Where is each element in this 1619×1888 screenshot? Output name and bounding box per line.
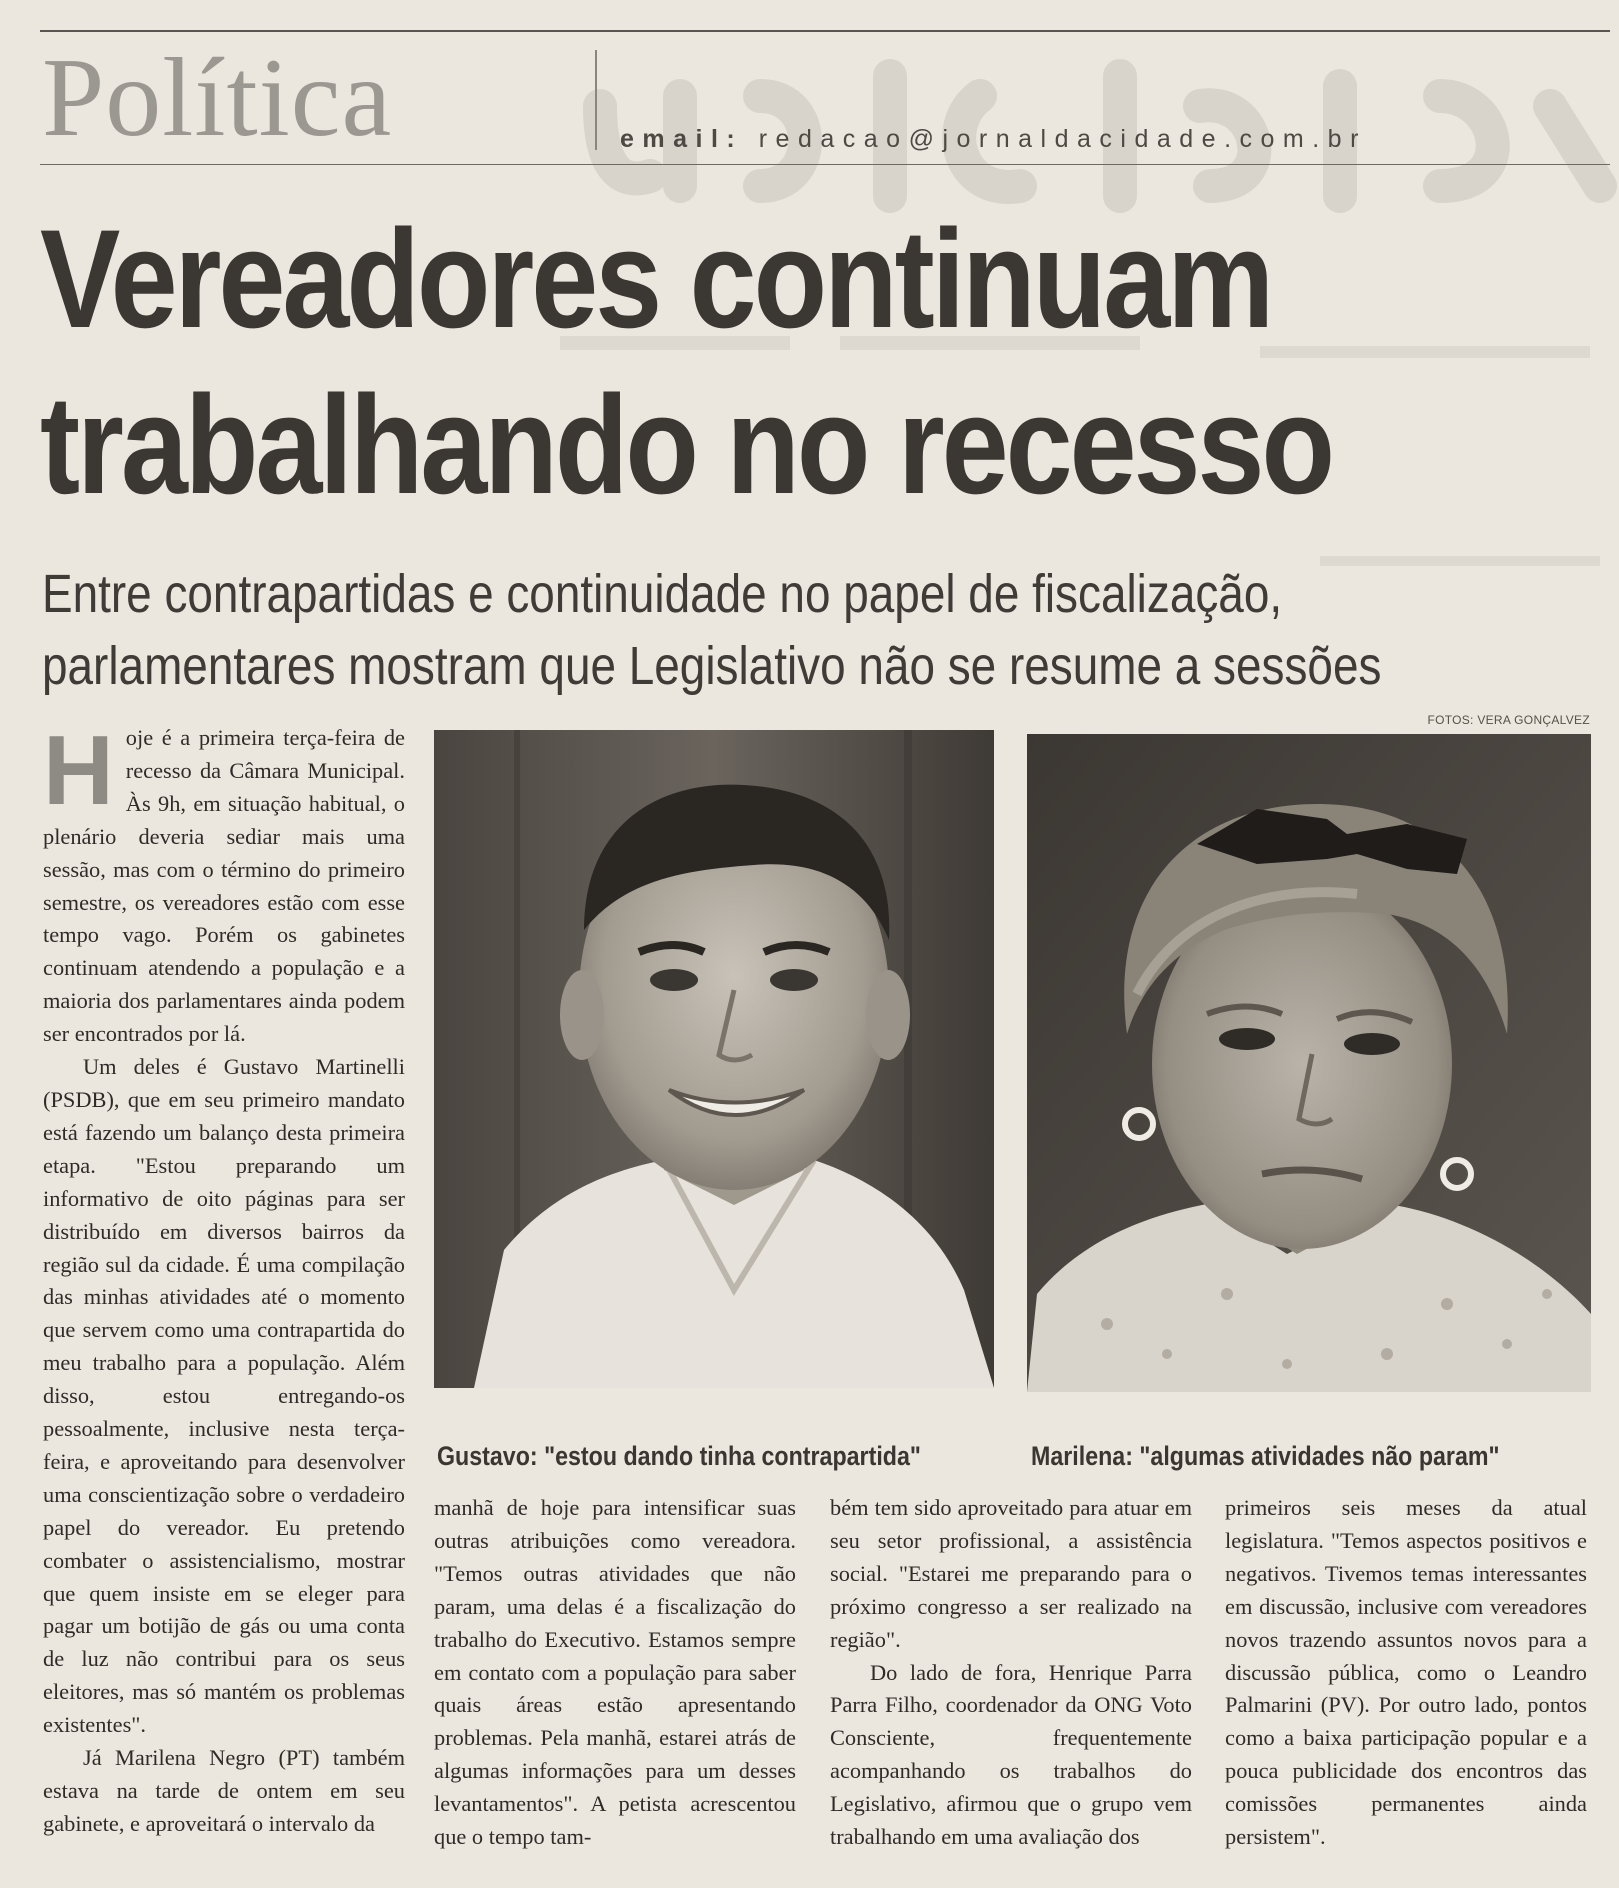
article-paragraph-3: Já Marilena Negro (PT) também estava na tarde de ontem em seu gabinete, e aproveitará o intervalo da xyxy=(43,1745,405,1836)
subheadline-line-2: parlamentares mostram que Legislativo não se resume a sessões xyxy=(42,636,1382,696)
drop-cap: H xyxy=(43,715,114,825)
article-paragraph-1-text: oje é a primeira terça-feira de recesso da Câmara Municipal. Às 9h, em situação habitual, o plenário deveria sediar mais uma sessão, mas com o término do primeiro semestre, os vereadores estão com esse tempo vago. Porém os gabinetes continuam atendendo a população e a maioria dos parlamentares ainda podem ser encontrados por lá. xyxy=(43,725,405,1047)
header-rule xyxy=(40,164,1610,165)
article-column-2-text: manhã de hoje para intensificar suas outras atribuições como vereadora. "Temos outras atividades que não param, uma delas é a fiscalização do trabalho do Executivo. Estamos sempre em contato com a população para saber quais áreas estão apresentando problemas. Pela manhã, estarei atrás de algumas informações para um desses levantamentos". A petista acrescentou que o tempo tam- xyxy=(434,1495,796,1850)
photo-credit: FOTOS: VERA GONÇALVEZ xyxy=(1427,713,1590,727)
article-column-4 xyxy=(1225,1492,1587,1854)
photo-marilena xyxy=(1027,734,1591,1392)
contact-email[interactable] xyxy=(620,124,1367,154)
headline xyxy=(40,196,1390,528)
article-paragraph-2: Um deles é Gustavo Martinelli (PSDB), que em seu primeiro mandato está fazendo um balanço desta primeira etapa. "Estou preparando um informativo de oito páginas para ser distribuído em diversos bairros da região sul da cidade. É uma compilação das minhas atividades até o momento que servem como uma contrapartida do meu trabalho para a população. Além disso, estou entregando-os pessoalmente, inclusive nesta terça-feira, e aproveitando para desenvolver uma conscientização sobre o verdadeiro papel do vereador. Eu pretendo combater o assistencialismo, mostrar que quem insiste em se eleger para pagar um botijão de gás ou uma conta de luz não contribui para os seus eleitores, mas só mantém os problemas existentes". xyxy=(43,1054,405,1738)
email-address[interactable]: redacao@jornaldacidade.com.br xyxy=(758,125,1367,153)
headline-line-2: trabalhando no recesso xyxy=(40,366,1332,523)
header-divider xyxy=(595,50,597,150)
article-column-2 xyxy=(434,1492,796,1854)
headline-line-1: Vereadores continuam xyxy=(40,200,1272,357)
top-rule xyxy=(40,30,1610,32)
subheadline xyxy=(42,558,1382,702)
article-column-1 xyxy=(43,715,405,1841)
caption-gustavo: Gustavo: "estou dando tinha contrapartida" xyxy=(437,1441,921,1471)
subheadline-line-1: Entre contrapartidas e continuidade no papel de fiscalização, xyxy=(42,564,1283,624)
article-column-4-text: primeiros seis meses da atual legislatura. "Temos aspectos positivos e negativos. Tivemos temas interessantes em discussão, inclusive com vereadores novos trazendo assuntos novos para a discussão pública, como o Leandro Palmarini (PV). Por outro lado, pontos como a baixa participação popular e a pouca publicidade dos encontros das comissões permanentes ainda persistem". xyxy=(1225,1495,1587,1850)
portrait-woman-illustration xyxy=(1027,734,1591,1392)
article-column-3-paragraph-1: bém tem sido aproveitado para atuar em seu setor profissional, a assistência social. "Estarei me preparando para o próximo congresso a ser realizado na região". xyxy=(830,1495,1192,1652)
photo-gustavo xyxy=(434,730,994,1388)
article-column-3 xyxy=(830,1492,1192,1854)
caption-marilena: Marilena: "algumas atividades não param" xyxy=(1031,1441,1500,1471)
portrait-man-illustration xyxy=(434,730,994,1388)
article-column-3-paragraph-2: Do lado de fora, Henrique Parra Parra Filho, coordenador da ONG Voto Consciente, frequentemente acompanhando os trabalhos do Legislativo, afirmou que o grupo vem trabalhando em uma avaliação dos xyxy=(830,1659,1192,1850)
email-label: email: xyxy=(620,125,744,153)
section-title: Política xyxy=(42,36,393,160)
article-paragraph-1 xyxy=(43,715,405,1051)
